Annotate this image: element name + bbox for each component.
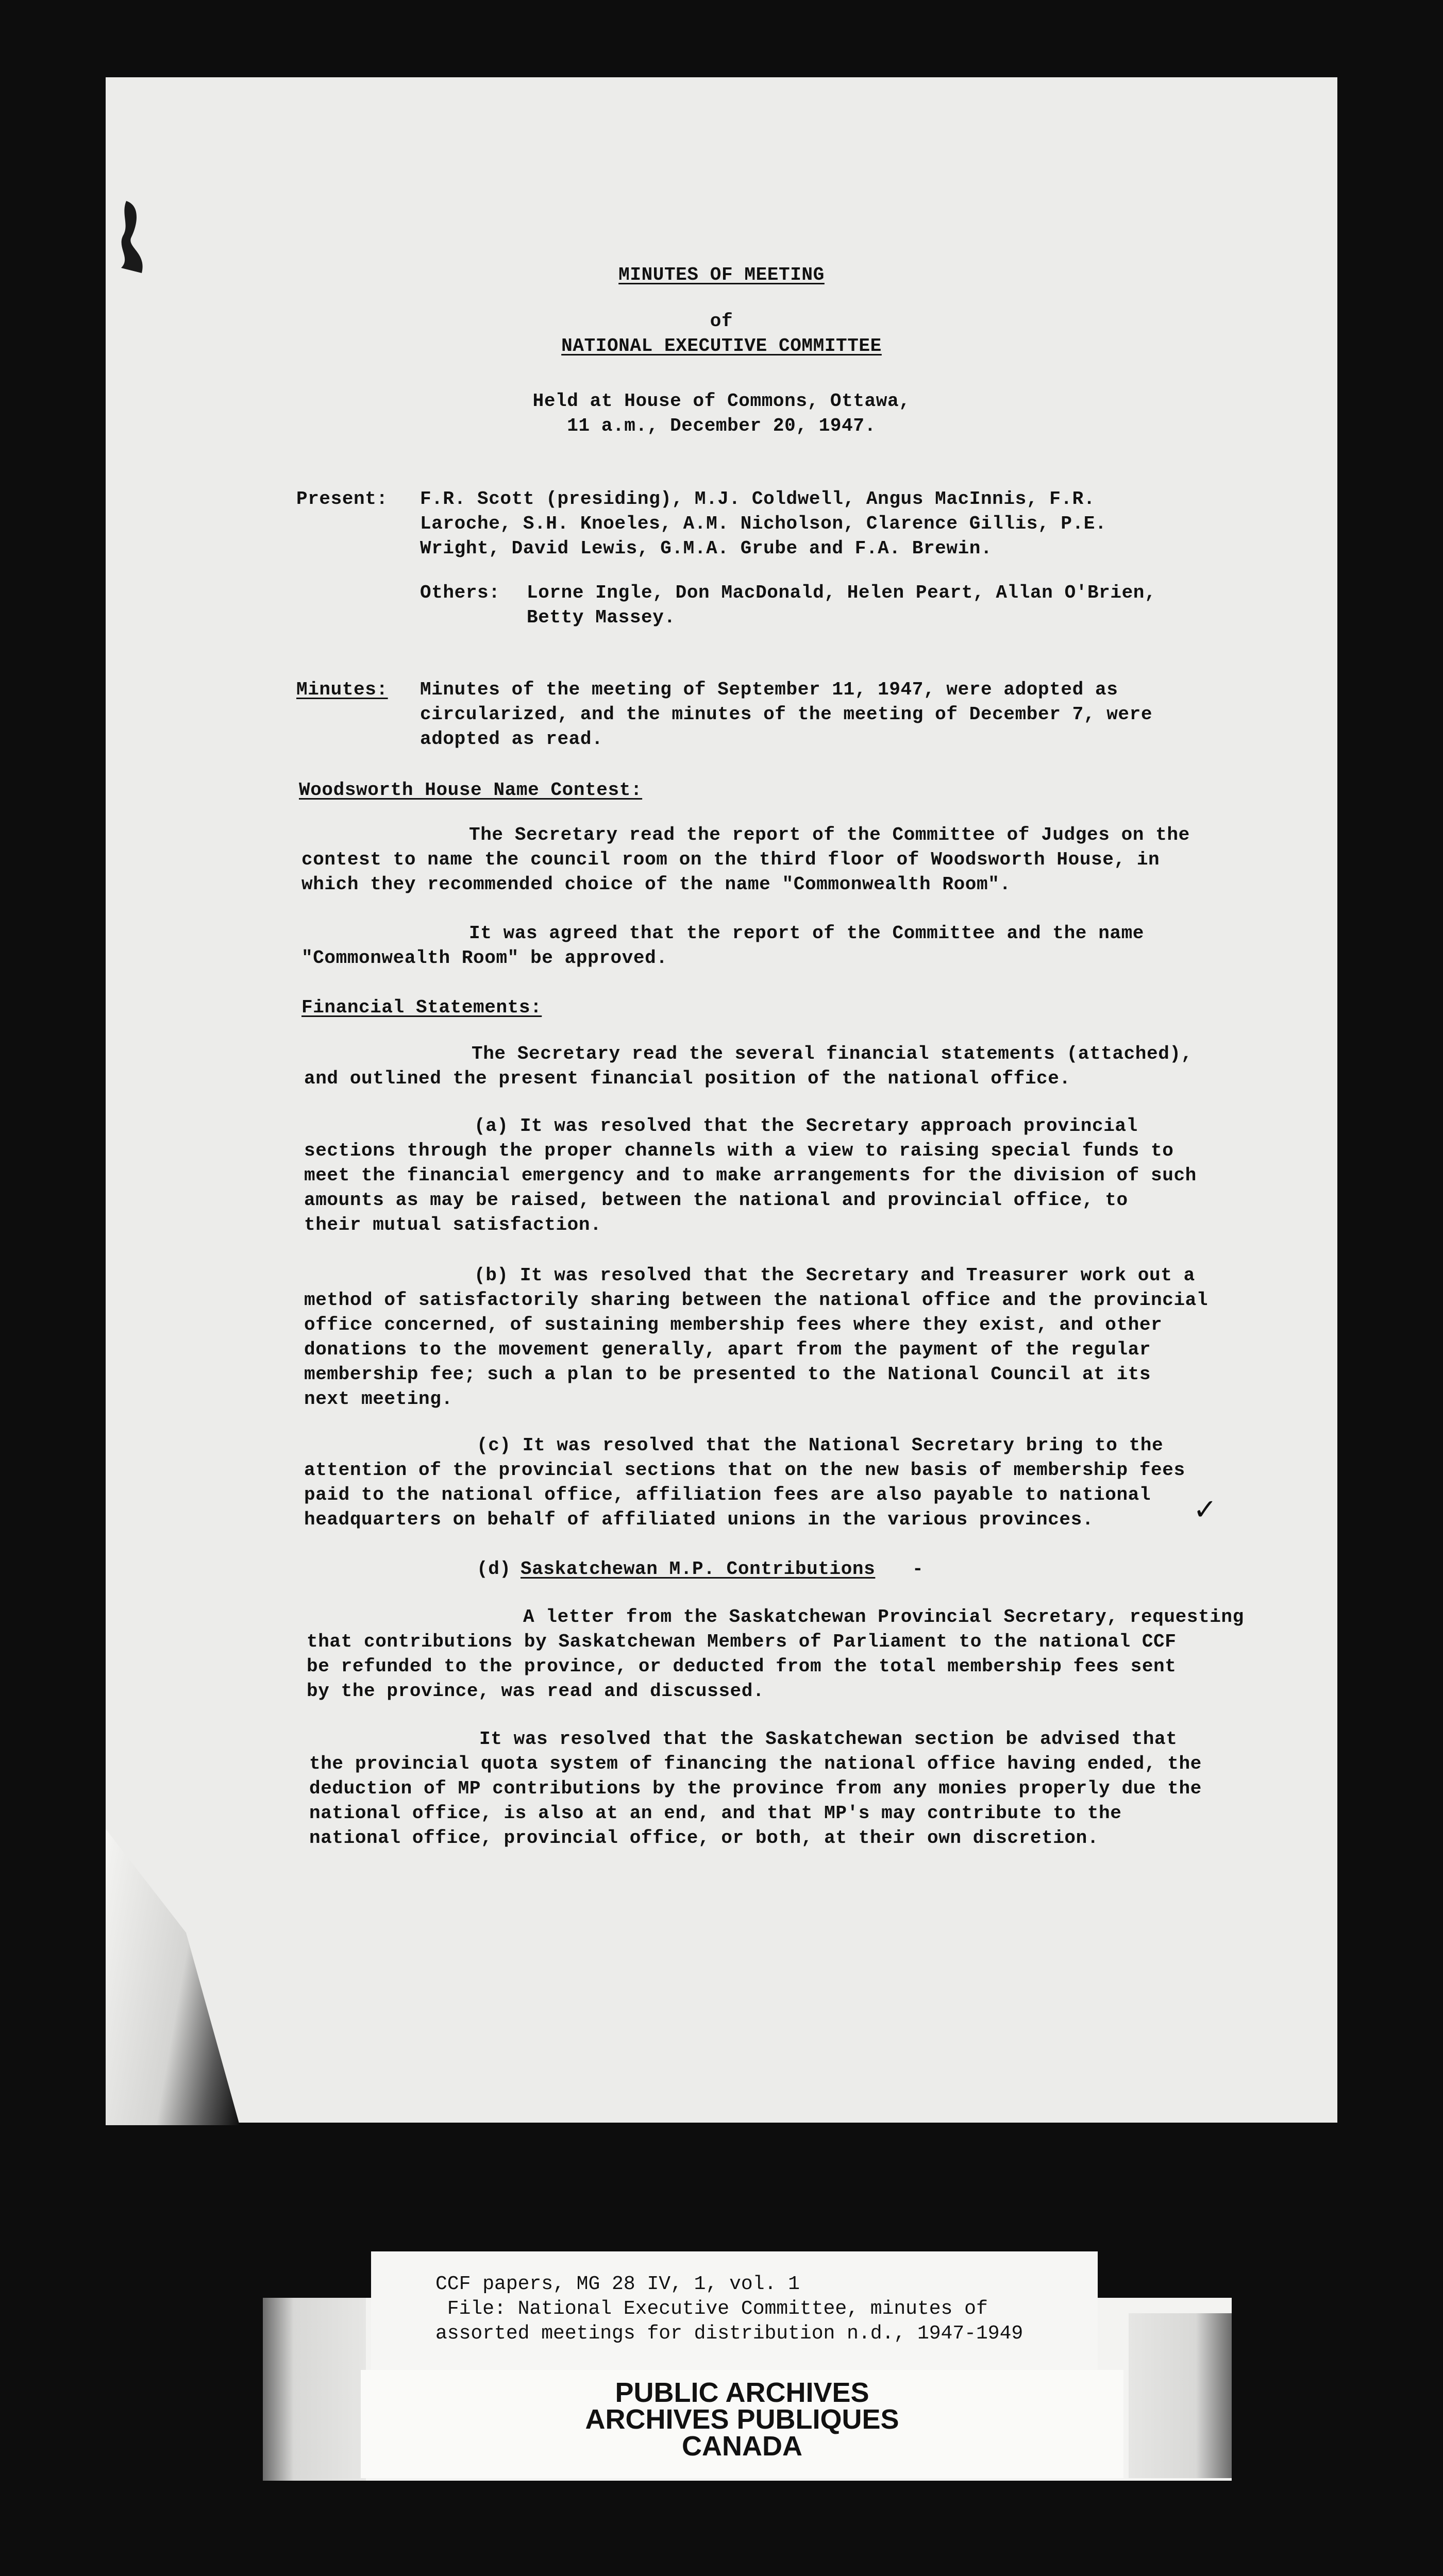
paragraph-line: which they recommended choice of the name "Commonwealth Room". <box>301 874 1011 895</box>
paragraph-line: The Secretary read the several financial statements (attached), <box>472 1043 1193 1064</box>
paragraph-line: by the province, was read and discussed. <box>307 1681 765 1702</box>
paragraph-line: and outlined the present financial position of the national office. <box>304 1068 1071 1089</box>
stamp-line: CANADA <box>682 2431 802 2462</box>
doc-title: MINUTES OF MEETING <box>618 264 825 285</box>
checkmark-icon: ✓ <box>1193 1495 1218 1528</box>
minutes-line: adopted as read. <box>420 728 603 750</box>
paragraph-line: amounts as may be raised, between the national and provincial office, to <box>304 1190 1128 1211</box>
citation-line: File: National Executive Committee, minutes of <box>435 2298 988 2320</box>
archive-stamp <box>361 2370 1123 2478</box>
paragraph-line: office concerned, of sustaining membership fees where they exist, and other <box>304 1314 1163 1335</box>
held-line-2: 11 a.m., December 20, 1947. <box>567 415 876 436</box>
financial-heading: Financial Statements: <box>301 997 542 1018</box>
paragraph-line: that contributions by Saskatchewan Members of Parliament to the national CCF <box>307 1631 1177 1652</box>
paragraph-line: method of satisfactorily sharing between the national office and the provincial <box>304 1290 1209 1311</box>
paragraph-line: (c) It was resolved that the National Secretary bring to the <box>477 1435 1164 1456</box>
doc-of: of <box>710 311 733 332</box>
paragraph-line: It was agreed that the report of the Committee and the name <box>469 923 1145 944</box>
paragraph-line: next meeting. <box>304 1388 453 1410</box>
present-label: Present: <box>296 488 388 510</box>
paragraph-line: sections through the proper channels with a view to raising special funds to <box>304 1140 1174 1161</box>
paragraph-line: The Secretary read the report of the Committee of Judges on the <box>469 824 1190 845</box>
paragraph-line: It was resolved that the Saskatchewan section be advised that <box>479 1728 1178 1750</box>
stamp-line: ARCHIVES PUBLIQUES <box>585 2404 899 2435</box>
minutes-line: circularized, and the minutes of the meeting of December 7, were <box>420 704 1153 725</box>
citation-line: assorted meetings for distribution n.d., 1947-1949 <box>435 2323 1023 2345</box>
paragraph-line: national office, is also at an end, and that MP's may contribute to the <box>309 1803 1122 1824</box>
paragraph-line: "Commonwealth Room" be approved. <box>301 947 668 969</box>
paragraph-line: A letter from the Saskatchewan Provincial Secretary, requesting <box>523 1606 1244 1628</box>
present-line: Laroche, S.H. Knoeles, A.M. Nicholson, Clarence Gillis, P.E. <box>420 513 1107 534</box>
paragraph-line: attention of the provincial sections that on the new basis of membership fees <box>304 1460 1185 1481</box>
paragraph-line: the provincial quota system of financing the national office having ended, the <box>309 1753 1202 1774</box>
present-line: Wright, David Lewis, G.M.A. Grube and F.A. Brewin. <box>420 538 993 559</box>
paragraph-line: contest to name the council room on the third floor of Woodsworth House, in <box>301 849 1160 870</box>
minutes-label: Minutes: <box>296 679 388 700</box>
d-prefix: (d) <box>477 1558 511 1580</box>
paragraph-line: their mutual satisfaction. <box>304 1214 602 1235</box>
held-line-1: Held at House of Commons, Ottawa, <box>532 391 911 412</box>
paragraph-line: deduction of MP contributions by the province from any monies properly due the <box>309 1778 1202 1799</box>
tape-left-end <box>263 2298 366 2481</box>
citation-line: CCF papers, MG 28 IV, 1, vol. 1 <box>435 2273 800 2295</box>
paragraph-line: membership fee; such a plan to be presented to the National Council at its <box>304 1364 1151 1385</box>
minutes-line: Minutes of the meeting of September 11, 1947, were adopted as <box>420 679 1118 700</box>
paragraph-line: donations to the movement generally, apart from the payment of the regular <box>304 1339 1151 1360</box>
others-line: Lorne Ingle, Don MacDonald, Helen Peart, Allan O'Brien, <box>527 582 1156 603</box>
paragraph-line: headquarters on behalf of affiliated unions in the various provinces. <box>304 1509 1094 1530</box>
paragraph-line: (a) It was resolved that the Secretary approach provincial <box>474 1115 1138 1137</box>
present-line: F.R. Scott (presiding), M.J. Coldwell, Angus MacInnis, F.R. <box>420 488 1096 510</box>
stamp-line: PUBLIC ARCHIVES <box>615 2377 869 2408</box>
tape-right-end <box>1129 2313 1232 2478</box>
others-line: Betty Massey. <box>527 607 676 628</box>
d-heading: Saskatchewan M.P. Contributions <box>521 1558 876 1580</box>
paragraph-line: national office, provincial office, or both, at their own discretion. <box>309 1827 1099 1849</box>
doc-committee: NATIONAL EXECUTIVE COMMITTEE <box>561 335 882 357</box>
woodsworth-heading: Woodsworth House Name Contest: <box>299 779 643 801</box>
paragraph-line: paid to the national office, affiliation fees are also payable to national <box>304 1484 1151 1505</box>
paragraph-line: meet the financial emergency and to make arrangements for the division of such <box>304 1165 1197 1186</box>
paragraph-line: (b) It was resolved that the Secretary and Treasurer work out a <box>474 1265 1195 1286</box>
d-dash: - <box>912 1558 924 1580</box>
paragraph-line: be refunded to the province, or deducted from the total membership fees sent <box>307 1656 1177 1677</box>
others-label: Others: <box>420 582 500 603</box>
